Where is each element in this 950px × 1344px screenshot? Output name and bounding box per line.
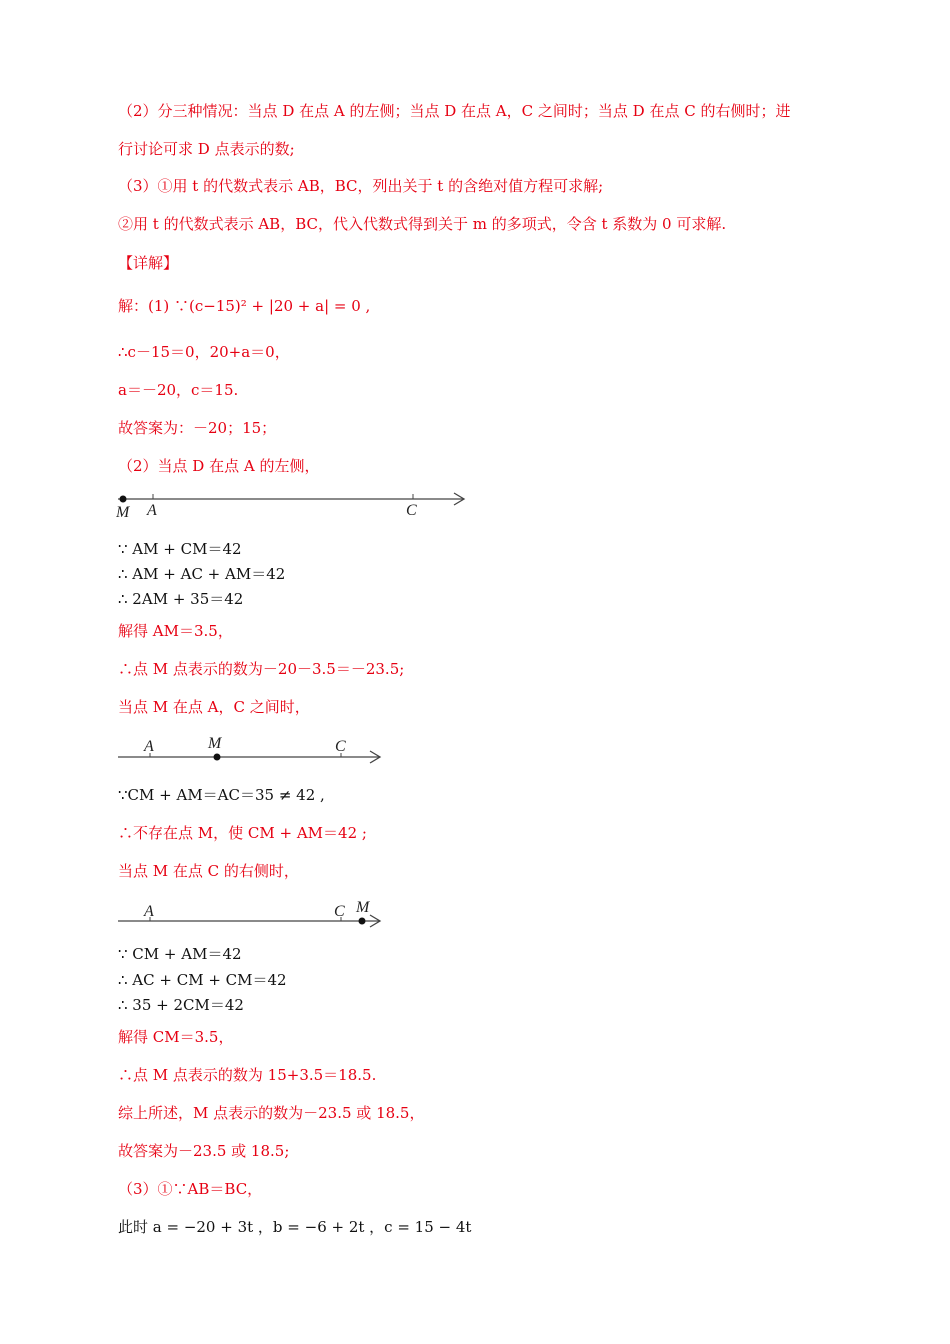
- label-c: C: [406, 502, 417, 519]
- case2-result: ∴不存在点 M，使 CM + AM＝42 ;: [118, 824, 367, 842]
- label-m: M: [356, 899, 370, 916]
- case1-intro: （2）当点 D 在点 A 的左侧，: [118, 457, 320, 475]
- case3-eq3: ∴ 35 + 2CM＝42: [118, 996, 244, 1014]
- label-c: C: [334, 903, 345, 920]
- final-answer: 故答案为－23.5 或 18.5;: [118, 1142, 290, 1160]
- number-line-case1: [116, 489, 476, 519]
- label-a: A: [144, 903, 154, 920]
- label-c: C: [335, 738, 346, 755]
- solution-answer1: 故答案为：－20；15；: [118, 419, 277, 437]
- solution-step2: ∴c－15＝0，20+a＝0，: [118, 343, 290, 361]
- detail-heading: 【详解】: [118, 254, 179, 272]
- case1-eq3: ∴ 2AM + 35＝42: [118, 590, 244, 608]
- solution-step1: 解：(1) ∵(c−15)² + |20 + a| = 0 ,: [118, 297, 371, 315]
- analysis-p2-line1: （2）分三种情况：当点 D 在点 A 的左侧；当点 D 在点 A，C 之间时；当点 D 在点 C 的右侧时；进: [118, 102, 791, 120]
- point-m: [120, 496, 127, 503]
- number-line-case2: [116, 732, 396, 768]
- point-m: [359, 918, 366, 925]
- case1-eq1: ∵ AM + CM＝42: [118, 540, 242, 558]
- analysis-p3-line1: （3）①用 t 的代数式表示 AB，BC，列出关于 t 的含绝对值方程可求解;: [118, 177, 604, 195]
- label-m: M: [116, 504, 130, 519]
- label-a: A: [144, 738, 154, 755]
- case1-eq2: ∴ AM + AC + AM＝42: [118, 565, 286, 583]
- analysis-p3-line2: ②用 t 的代数式表示 AB，BC，代入代数式得到关于 m 的多项式，令含 t 系数为 0 可求解.: [118, 215, 727, 233]
- part3-expressions: 此时 a = −20 + 3t ，b = −6 + 2t ，c = 15 − 4t: [118, 1218, 472, 1236]
- case1-result1: 解得 AM＝3.5，: [118, 622, 233, 640]
- label-a: A: [147, 502, 157, 519]
- case3-result2: ∴点 M 点表示的数为 15+3.5＝18.5.: [118, 1066, 377, 1084]
- case3-intro: 当点 M 在点 C 的右侧时，: [118, 862, 299, 880]
- case3-result1: 解得 CM＝3.5，: [118, 1028, 234, 1046]
- part3-start: （3）①∵AB＝BC，: [118, 1180, 263, 1198]
- summary: 综上所述，M 点表示的数为－23.5 或 18.5，: [118, 1104, 425, 1122]
- case2-eq1: ∵CM + AM＝AC＝35 ≠ 42 ,: [118, 786, 325, 804]
- analysis-p2-line2: 行讨论可求 D 点表示的数;: [118, 140, 295, 158]
- number-line-case3: [116, 897, 396, 933]
- point-m: [214, 754, 221, 761]
- case3-eq2: ∴ AC + CM + CM＝42: [118, 971, 287, 989]
- solution-step3: a＝－20，c＝15.: [118, 381, 239, 399]
- label-m: M: [208, 735, 222, 752]
- case1-result2: ∴点 M 点表示的数为－20－3.5＝－23.5;: [118, 660, 405, 678]
- case3-eq1: ∵ CM + AM＝42: [118, 945, 242, 963]
- case2-intro: 当点 M 在点 A，C 之间时，: [118, 698, 310, 716]
